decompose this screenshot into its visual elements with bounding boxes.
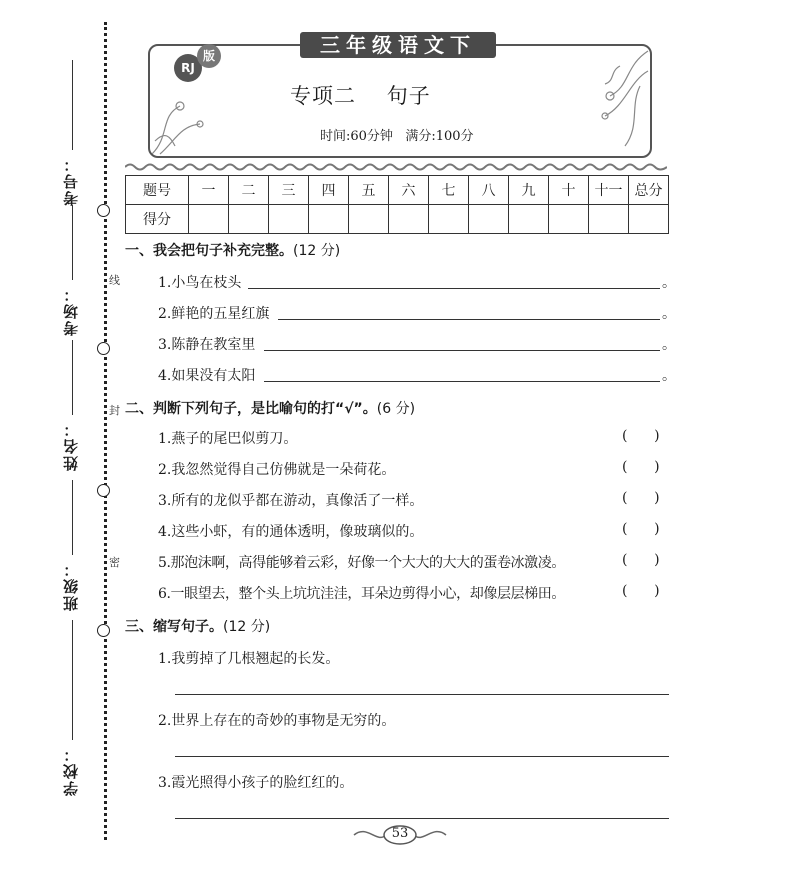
part2-item: 5.那泡沫啊，高得能够着云彩，好像一个大大的大大的蛋卷冰激凌。 (158, 555, 565, 571)
score-cell: 题号 (126, 176, 189, 205)
score-row-label: 得分 (126, 205, 189, 234)
page-number: 53 (391, 826, 409, 841)
part2-answer-paren[interactable]: ( ) (622, 521, 660, 537)
header-wave-divider (125, 162, 667, 172)
seal-secret-mark: 密 (109, 556, 120, 569)
part3-title-text: 三、缩写句子。 (125, 619, 223, 635)
part1-item: 2.鲜艳的五星红旗 (158, 306, 270, 322)
score-input-cell[interactable] (269, 205, 309, 234)
part3-title (125, 616, 270, 636)
part3-answer-line[interactable] (175, 818, 669, 819)
part2-item: 6.一眼望去，整个头上坑坑洼洼，耳朵边剪得小心，却像层层梯田。 (158, 586, 565, 602)
part2-item: 2.我忽然觉得自己仿佛就是一朵荷花。 (158, 462, 396, 478)
part3-points: (12 分) (223, 619, 271, 635)
part1-title (125, 240, 340, 260)
floral-corner-right-icon (570, 46, 650, 156)
part3-item: 2.世界上存在的奇妙的事物是无穷的。 (158, 713, 396, 729)
seal-seal-mark: 封 (109, 404, 120, 417)
score-input-cell[interactable] (229, 205, 269, 234)
part1-item: 3.陈静在教室里 (158, 337, 256, 353)
score-cell: 十一 (589, 176, 629, 205)
score-cell: 四 (309, 176, 349, 205)
part2-points: (6 分) (376, 401, 416, 417)
score-input-cell[interactable] (349, 205, 389, 234)
part2-answer-paren[interactable]: ( ) (622, 583, 660, 599)
school-label: 学校： (62, 745, 80, 796)
part1-item: 1.小鸟在枝头 (158, 275, 242, 291)
part1-answer-line[interactable] (264, 350, 660, 351)
score-cell: 九 (509, 176, 549, 205)
score-input-cell[interactable] (309, 205, 349, 234)
part2-answer-paren[interactable]: ( ) (622, 428, 660, 444)
score-input-cell[interactable] (429, 205, 469, 234)
score-cell: 三 (269, 176, 309, 205)
part1-period: 。 (662, 306, 676, 322)
score-table-header-row (126, 176, 669, 205)
score-input-cell[interactable] (509, 205, 549, 234)
grade-title: 三年级语文下 (300, 32, 496, 58)
floral-corner-left-icon (150, 86, 220, 156)
part3-item: 3.霞光照得小孩子的脸红红的。 (158, 775, 354, 791)
part2-title (125, 398, 415, 418)
binding-hole (97, 342, 110, 355)
part3-answer-line[interactable] (175, 756, 669, 757)
score-input-cell[interactable] (549, 205, 589, 234)
part1-points: (12 分) (293, 243, 341, 259)
part1-period: 。 (662, 275, 676, 291)
score-input-cell[interactable] (389, 205, 429, 234)
part1-title-text: 一、我会把句子补充完整。 (125, 243, 293, 259)
score-cell: 五 (349, 176, 389, 205)
score-input-cell[interactable] (629, 205, 669, 234)
score-cell: 六 (389, 176, 429, 205)
score-cell: 八 (469, 176, 509, 205)
score-table (125, 175, 669, 234)
exam-number-line (72, 60, 73, 150)
part1-answer-line[interactable] (248, 288, 660, 289)
seal-line-mark: 线 (109, 274, 120, 287)
part1-answer-line[interactable] (264, 381, 660, 382)
binding-hole (97, 484, 110, 497)
part2-item: 1.燕子的尾巴似剪刀。 (158, 431, 298, 447)
edition-suffix-badge: 版 (197, 44, 221, 68)
part2-title-text: 二、判断下列句子，是比喻句的打“√”。 (125, 401, 377, 417)
section-title: 专项二 句子 (290, 84, 431, 108)
binding-hole (97, 624, 110, 637)
part3-item: 1.我剪掉了几根翘起的长发。 (158, 651, 340, 667)
name-line (72, 340, 73, 415)
score-cell: 十 (549, 176, 589, 205)
part2-answer-paren[interactable]: ( ) (622, 552, 660, 568)
class-label: 班级： (62, 560, 80, 611)
binding-dotted-line (104, 22, 107, 840)
edition-badge: RJ (174, 54, 202, 82)
school-line (72, 620, 73, 740)
score-input-cell[interactable] (589, 205, 629, 234)
part1-period: 。 (662, 337, 676, 353)
part3-answer-line[interactable] (175, 694, 669, 695)
score-cell: 一 (189, 176, 229, 205)
name-label: 姓名： (62, 420, 80, 471)
score-input-cell[interactable] (469, 205, 509, 234)
part2-item: 4.这些小虾，有的通体透明，像玻璃似的。 (158, 524, 424, 540)
score-input-cell[interactable] (189, 205, 229, 234)
score-cell: 七 (429, 176, 469, 205)
binding-hole (97, 204, 110, 217)
exam-room-line (72, 205, 73, 280)
score-cell: 二 (229, 176, 269, 205)
exam-info: 时间:60分钟 满分:100分 (320, 129, 474, 144)
part2-item: 3.所有的龙似乎都在游动，真像活了一样。 (158, 493, 424, 509)
exam-number-label: 考号： (62, 155, 80, 206)
score-cell: 总分 (629, 176, 669, 205)
class-line (72, 480, 73, 555)
exam-room-label: 考场： (62, 285, 80, 336)
part1-item: 4.如果没有太阳 (158, 368, 256, 384)
part1-period: 。 (662, 368, 676, 384)
part1-answer-line[interactable] (278, 319, 660, 320)
score-table-score-row (126, 205, 669, 234)
part2-answer-paren[interactable]: ( ) (622, 459, 660, 475)
part2-answer-paren[interactable]: ( ) (622, 490, 660, 506)
